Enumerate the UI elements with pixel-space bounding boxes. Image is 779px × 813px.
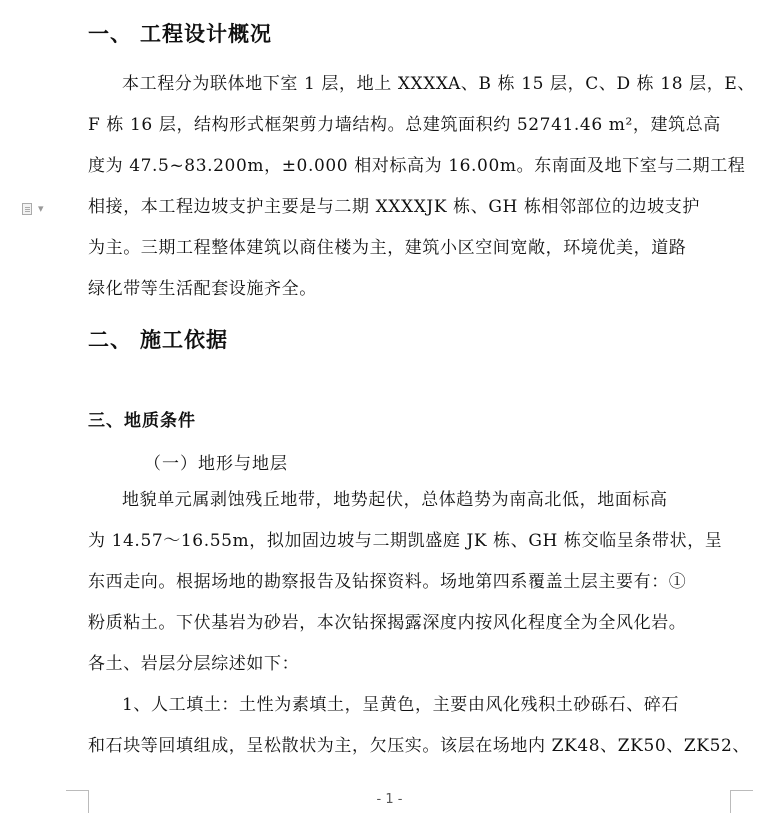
paragraph-line: 和石块等回填组成，呈松散状为主，欠压实。该层在场地内 ZK48、ZK50、ZK52、 <box>88 736 751 756</box>
section-3-subheading: （一）地形与地层 <box>144 454 288 474</box>
section-1-heading <box>88 18 272 48</box>
section-3-paragraph <box>88 480 751 767</box>
paragraph-line: 1、人工填土：土性为素填土，呈黄色，主要由风化残积土砂砾石、碎石 <box>122 695 680 715</box>
paragraph-line: 为 14.57～16.55m，拟加固边坡与二期凯盛庭 JK 栋、GH 栋交临呈条带状，呈 <box>88 531 723 551</box>
document-icon <box>22 203 32 215</box>
paragraph-line: 相接，本工程边坡支护主要是与二期 XXXXJK 栋、GH 栋相邻部位的边坡支护 <box>88 197 700 217</box>
section-3-heading: 三、地质条件 <box>88 411 196 431</box>
paragraph-line: 东西走向。根据场地的勘察报告及钻探资料。场地第四系覆盖土层主要有：① <box>88 572 687 592</box>
paragraph-marker[interactable] <box>22 202 44 215</box>
paragraph-line: 各土、岩层分层综述如下： <box>88 654 300 674</box>
paragraph-line: 地貌单元属剥蚀残丘地带，地势起伏，总体趋势为南高北低，地面标高 <box>122 490 668 510</box>
paragraph-line: 绿化带等生活配套设施齐全。 <box>88 279 317 299</box>
section-2-heading <box>88 324 228 354</box>
section-1-paragraph <box>88 64 755 310</box>
paragraph-line: 粉质粘土。下伏基岩为砂岩，本次钻探揭露深度内按风化程度全为全风化岩。 <box>88 613 687 633</box>
section-1-number: 一、 <box>88 22 132 46</box>
paragraph-line: 为主。三期工程整体建筑以商住楼为主，建筑小区空间宽敞，环境优美，道路 <box>88 238 687 258</box>
section-1-title: 工程设计概况 <box>140 22 272 46</box>
section-2-number: 二、 <box>88 328 132 352</box>
page-number: - 1 - <box>376 792 403 807</box>
paragraph-line: F 栋 16 层，结构形式框架剪力墙结构。总建筑面积约 52741.46 m²，建筑总高 <box>88 115 721 135</box>
paragraph-line: 本工程分为联体地下室 1 层，地上 XXXXA、B 栋 15 层，C、D 栋 18 层，E、 <box>122 74 755 94</box>
dropdown-arrow-icon: ▾ <box>38 202 44 215</box>
paragraph-line: 度为 47.5~83.200m，±0.000 相对标高为 16.00m。东南面及地下室与二期工程 <box>88 156 746 176</box>
section-2-title: 施工依据 <box>140 328 228 352</box>
